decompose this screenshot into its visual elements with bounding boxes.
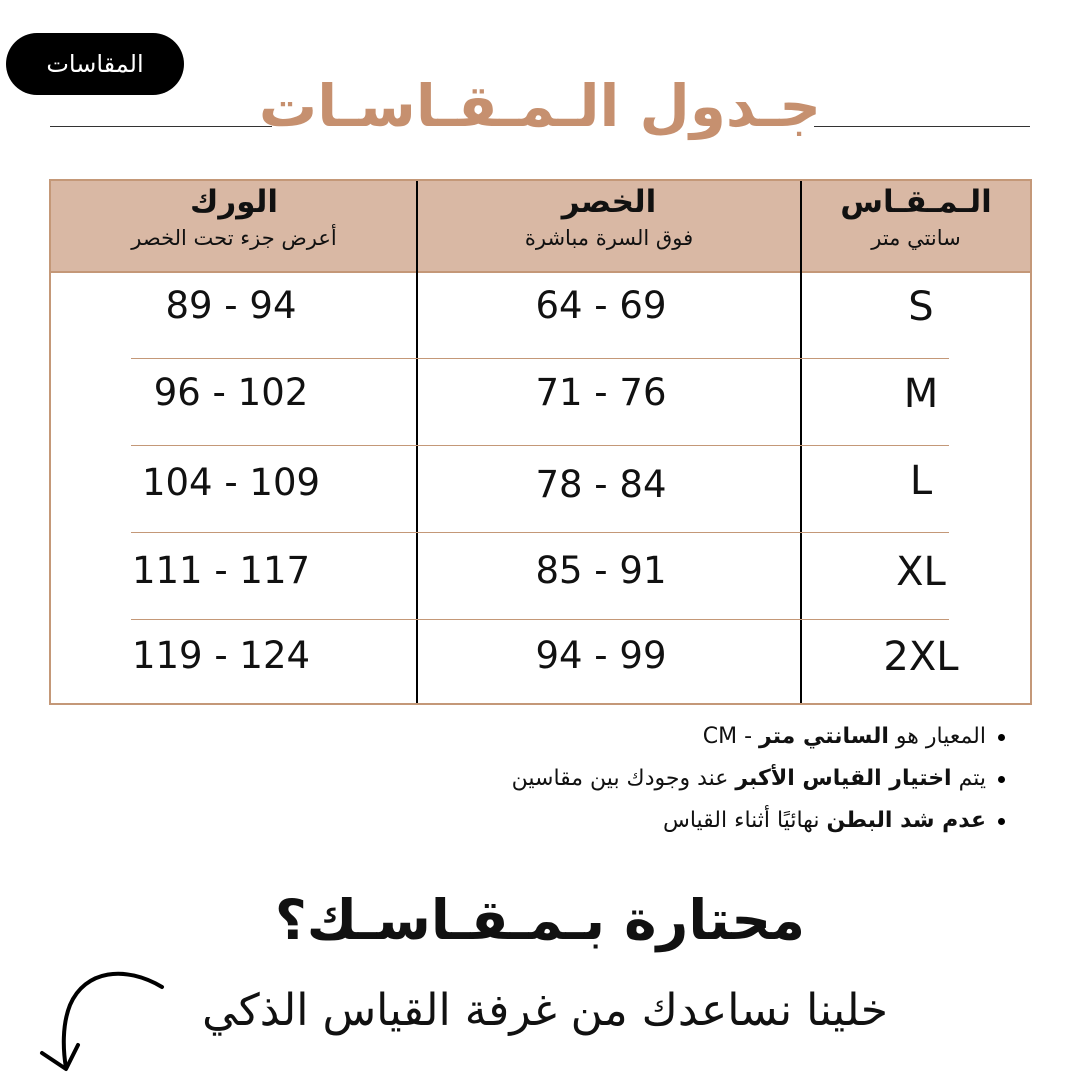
size-label: 2XL — [883, 634, 959, 680]
hip-value: 104 - 109 — [141, 461, 321, 504]
hip-value: 96 - 102 — [153, 371, 309, 414]
size-label: M — [903, 371, 939, 417]
header-size — [801, 181, 1031, 273]
question-heading: محتارة بـمـقـاسـك؟ — [274, 888, 806, 952]
size-label: XL — [896, 549, 946, 595]
row-divider — [131, 619, 949, 620]
sizes-badge-label: المقاسات — [46, 50, 144, 78]
size-chart-table — [49, 179, 1032, 705]
hip-value: 89 - 94 — [165, 284, 297, 327]
size-label: L — [909, 458, 933, 504]
hip-value: 111 - 117 — [131, 549, 311, 592]
waist-value: 71 - 76 — [535, 371, 667, 414]
hip-value: 119 - 124 — [131, 634, 311, 677]
note-text: عند وجودك بين مقاسين — [511, 766, 736, 791]
header-waist — [417, 181, 801, 273]
waist-value: 78 - 84 — [535, 463, 667, 506]
bullet-icon — [998, 734, 1005, 741]
column-divider-2 — [800, 181, 802, 703]
table-header — [51, 181, 1030, 273]
column-divider-1 — [416, 181, 418, 703]
row-divider — [131, 445, 949, 446]
note-text: المعيار هو — [888, 724, 986, 749]
header-size-title: الـمـقـاس — [840, 184, 992, 220]
note-item — [512, 758, 1005, 800]
header-waist-subtitle: فوق السرة مباشرة — [524, 226, 694, 250]
size-label: S — [908, 284, 934, 330]
header-hip-subtitle: أعرض جزء تحت الخصر — [131, 226, 337, 250]
note-bold-text: اختيار القياس الأكبر — [735, 766, 952, 791]
header-size-subtitle: سانتي متر — [871, 226, 961, 250]
waist-value: 64 - 69 — [535, 284, 667, 327]
note-item — [512, 716, 1005, 758]
cta-text: خلينا نساعدك من غرفة القياس الذكي — [202, 985, 888, 1036]
page-title: جـدول الـمـقـاسـات — [258, 72, 822, 140]
header-hip — [51, 181, 417, 273]
header-hip-title: الورك — [190, 184, 278, 220]
bullet-icon — [998, 776, 1005, 783]
note-item — [512, 800, 1005, 842]
bullet-icon — [998, 818, 1005, 825]
note-text: - CM — [702, 724, 760, 749]
note-text: يتم — [951, 766, 986, 791]
notes-list — [512, 716, 1005, 842]
row-divider — [131, 358, 949, 359]
note-bold-text: عدم شد البطن — [826, 808, 986, 833]
waist-value: 85 - 91 — [535, 549, 667, 592]
curved-arrow-icon — [30, 965, 170, 1075]
row-divider — [131, 532, 949, 533]
waist-value: 94 - 99 — [535, 634, 667, 677]
header-waist-title: الخصر — [561, 184, 657, 220]
note-text: نهائيًا أثناء القياس — [662, 808, 827, 833]
note-bold-text: السانتي متر — [759, 724, 889, 749]
